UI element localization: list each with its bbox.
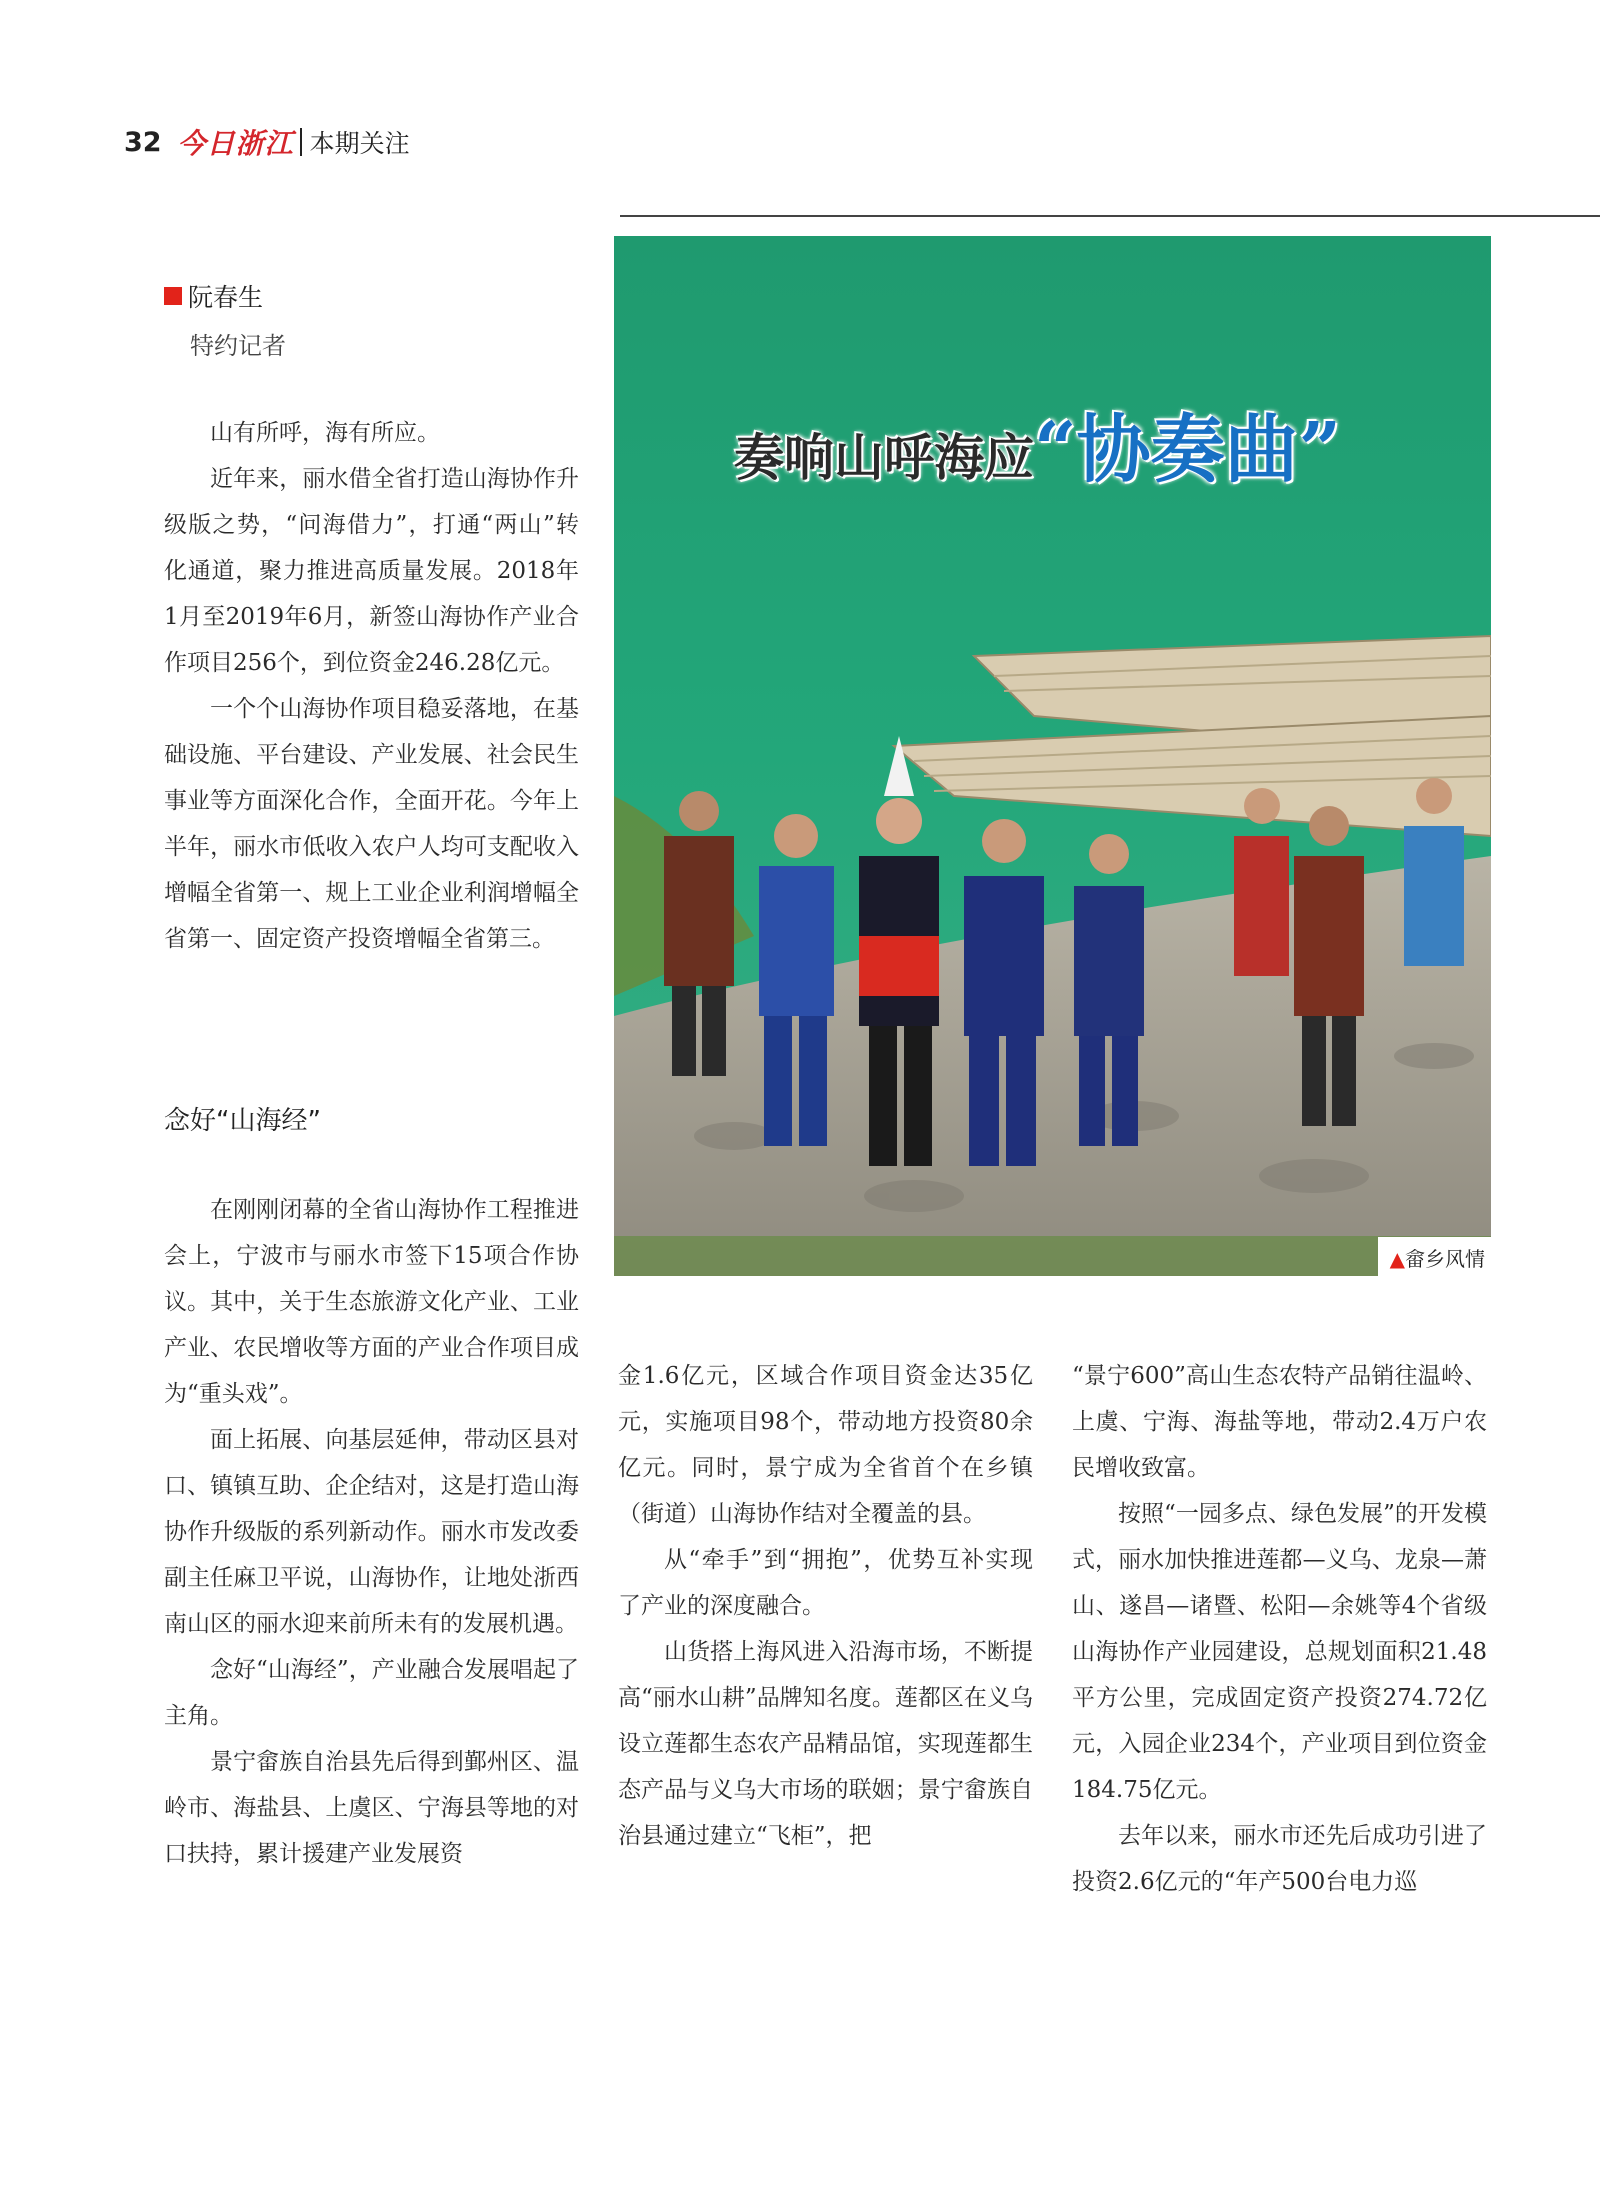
intro-column — [164, 410, 579, 962]
paragraph: 念好“山海经”，产业融合发展唱起了主角。 — [164, 1657, 579, 1729]
caption-text: 畲乡风情 — [1405, 1247, 1485, 1271]
paragraph: 面上拓展、向基层延伸，带动区县对口、镇镇互助、企企结对，这是打造山海协作升级版的系列新动作。丽水市发改委副主任麻卫平说，山海协作，让地处浙西南山区的丽水迎来前所未有的发展机遇。 — [164, 1427, 579, 1637]
top-rule — [620, 215, 1600, 217]
paragraph: 一个个山海协作项目稳妥落地，在基础设施、平台建设、产业发展、社会民生事业等方面深化合作，全面开花。今年上半年，丽水市低收入农户人均可支配收入增幅全省第一、规上工业企业利润增幅全省第一、固定资产投资增幅全省第三。 — [164, 696, 579, 952]
paragraph: 山货搭上海风进入沿海市场，不断提高“丽水山耕”品牌知名度。莲都区在义乌设立莲都生态农产品精品馆，实现莲都生态产品与义乌大市场的联姻；景宁畲族自治县通过建立“飞柜”，把 — [618, 1639, 1033, 1849]
paragraph: 从“牵手”到“拥抱”，优势互补实现了产业的深度融合。 — [618, 1547, 1033, 1619]
title-close-quote: ” — [1298, 407, 1342, 493]
caption-triangle-icon: ▲ — [1389, 1247, 1405, 1271]
header-divider — [300, 128, 302, 156]
title-highlight: 协奏曲 — [1076, 407, 1299, 493]
title-open-quote: “ — [1034, 407, 1077, 493]
column-1 — [164, 1187, 579, 1877]
page-number: 32 — [124, 126, 162, 158]
paragraph: 近年来，丽水借全省打造山海协作升级版之势，“问海借力”，打通“两山”转化通道，聚力推进高质量发展。2018年1月至2019年6月，新签山海协作产业合作项目256个，到位资金246.28亿元。 — [164, 466, 579, 676]
paragraph-continued: “景宁600”高山生态农特产品销往温岭、上虞、宁海、海盐等地，带动2.4万户农民增收致富。 — [1072, 1363, 1487, 1481]
author-role: 特约记者 — [190, 332, 286, 360]
byline — [164, 278, 286, 361]
author — [164, 278, 286, 314]
page-header — [124, 122, 410, 162]
column-3 — [1072, 1353, 1487, 1905]
paragraph: 山有所呼，海有所应。 — [210, 420, 440, 446]
magazine-logo: 今日浙江 — [177, 127, 294, 160]
column-2 — [618, 1353, 1033, 1859]
paragraph: 去年以来，丽水市还先后成功引进了投资2.6亿元的“年产500台电力巡 — [1072, 1823, 1487, 1895]
photo-caption — [1378, 1237, 1491, 1276]
feature-photo — [614, 236, 1491, 1276]
author-name: 阮春生 — [188, 283, 264, 312]
section-name: 本期关注 — [309, 129, 410, 158]
section-subheading: 念好“山海经” — [164, 1106, 321, 1136]
feature-title — [734, 391, 1341, 497]
paragraph: 按照“一园多点、绿色发展”的开发模式，丽水加快推进莲都—义乌、龙泉—萧山、遂昌—诸暨、松阳—余姚等4个省级山海协作产业园建设，总规划面积21.48平方公里，完成固定资产投资274.72亿元，入园企业234个，产业项目到位资金184.75亿元。 — [1072, 1501, 1487, 1803]
title-prefix: 奏响山呼海应 — [734, 428, 1034, 487]
red-square-marker — [164, 287, 182, 305]
paragraph: 在刚刚闭幕的全省山海协作工程推进会上，宁波市与丽水市签下15项合作协议。其中，关于生态旅游文化产业、工业产业、农民增收等方面的产业合作项目成为“重头戏”。 — [164, 1197, 579, 1407]
paragraph: 景宁畲族自治县先后得到鄞州区、温岭市、海盐县、上虞区、宁海县等地的对口扶持，累计援建产业发展资 — [164, 1749, 579, 1867]
paragraph-continued: 金1.6亿元，区域合作项目资金达35亿元，实施项目98个，带动地方投资80余亿元。同时，景宁成为全省首个在乡镇（街道）山海协作结对全覆盖的县。 — [618, 1363, 1033, 1527]
